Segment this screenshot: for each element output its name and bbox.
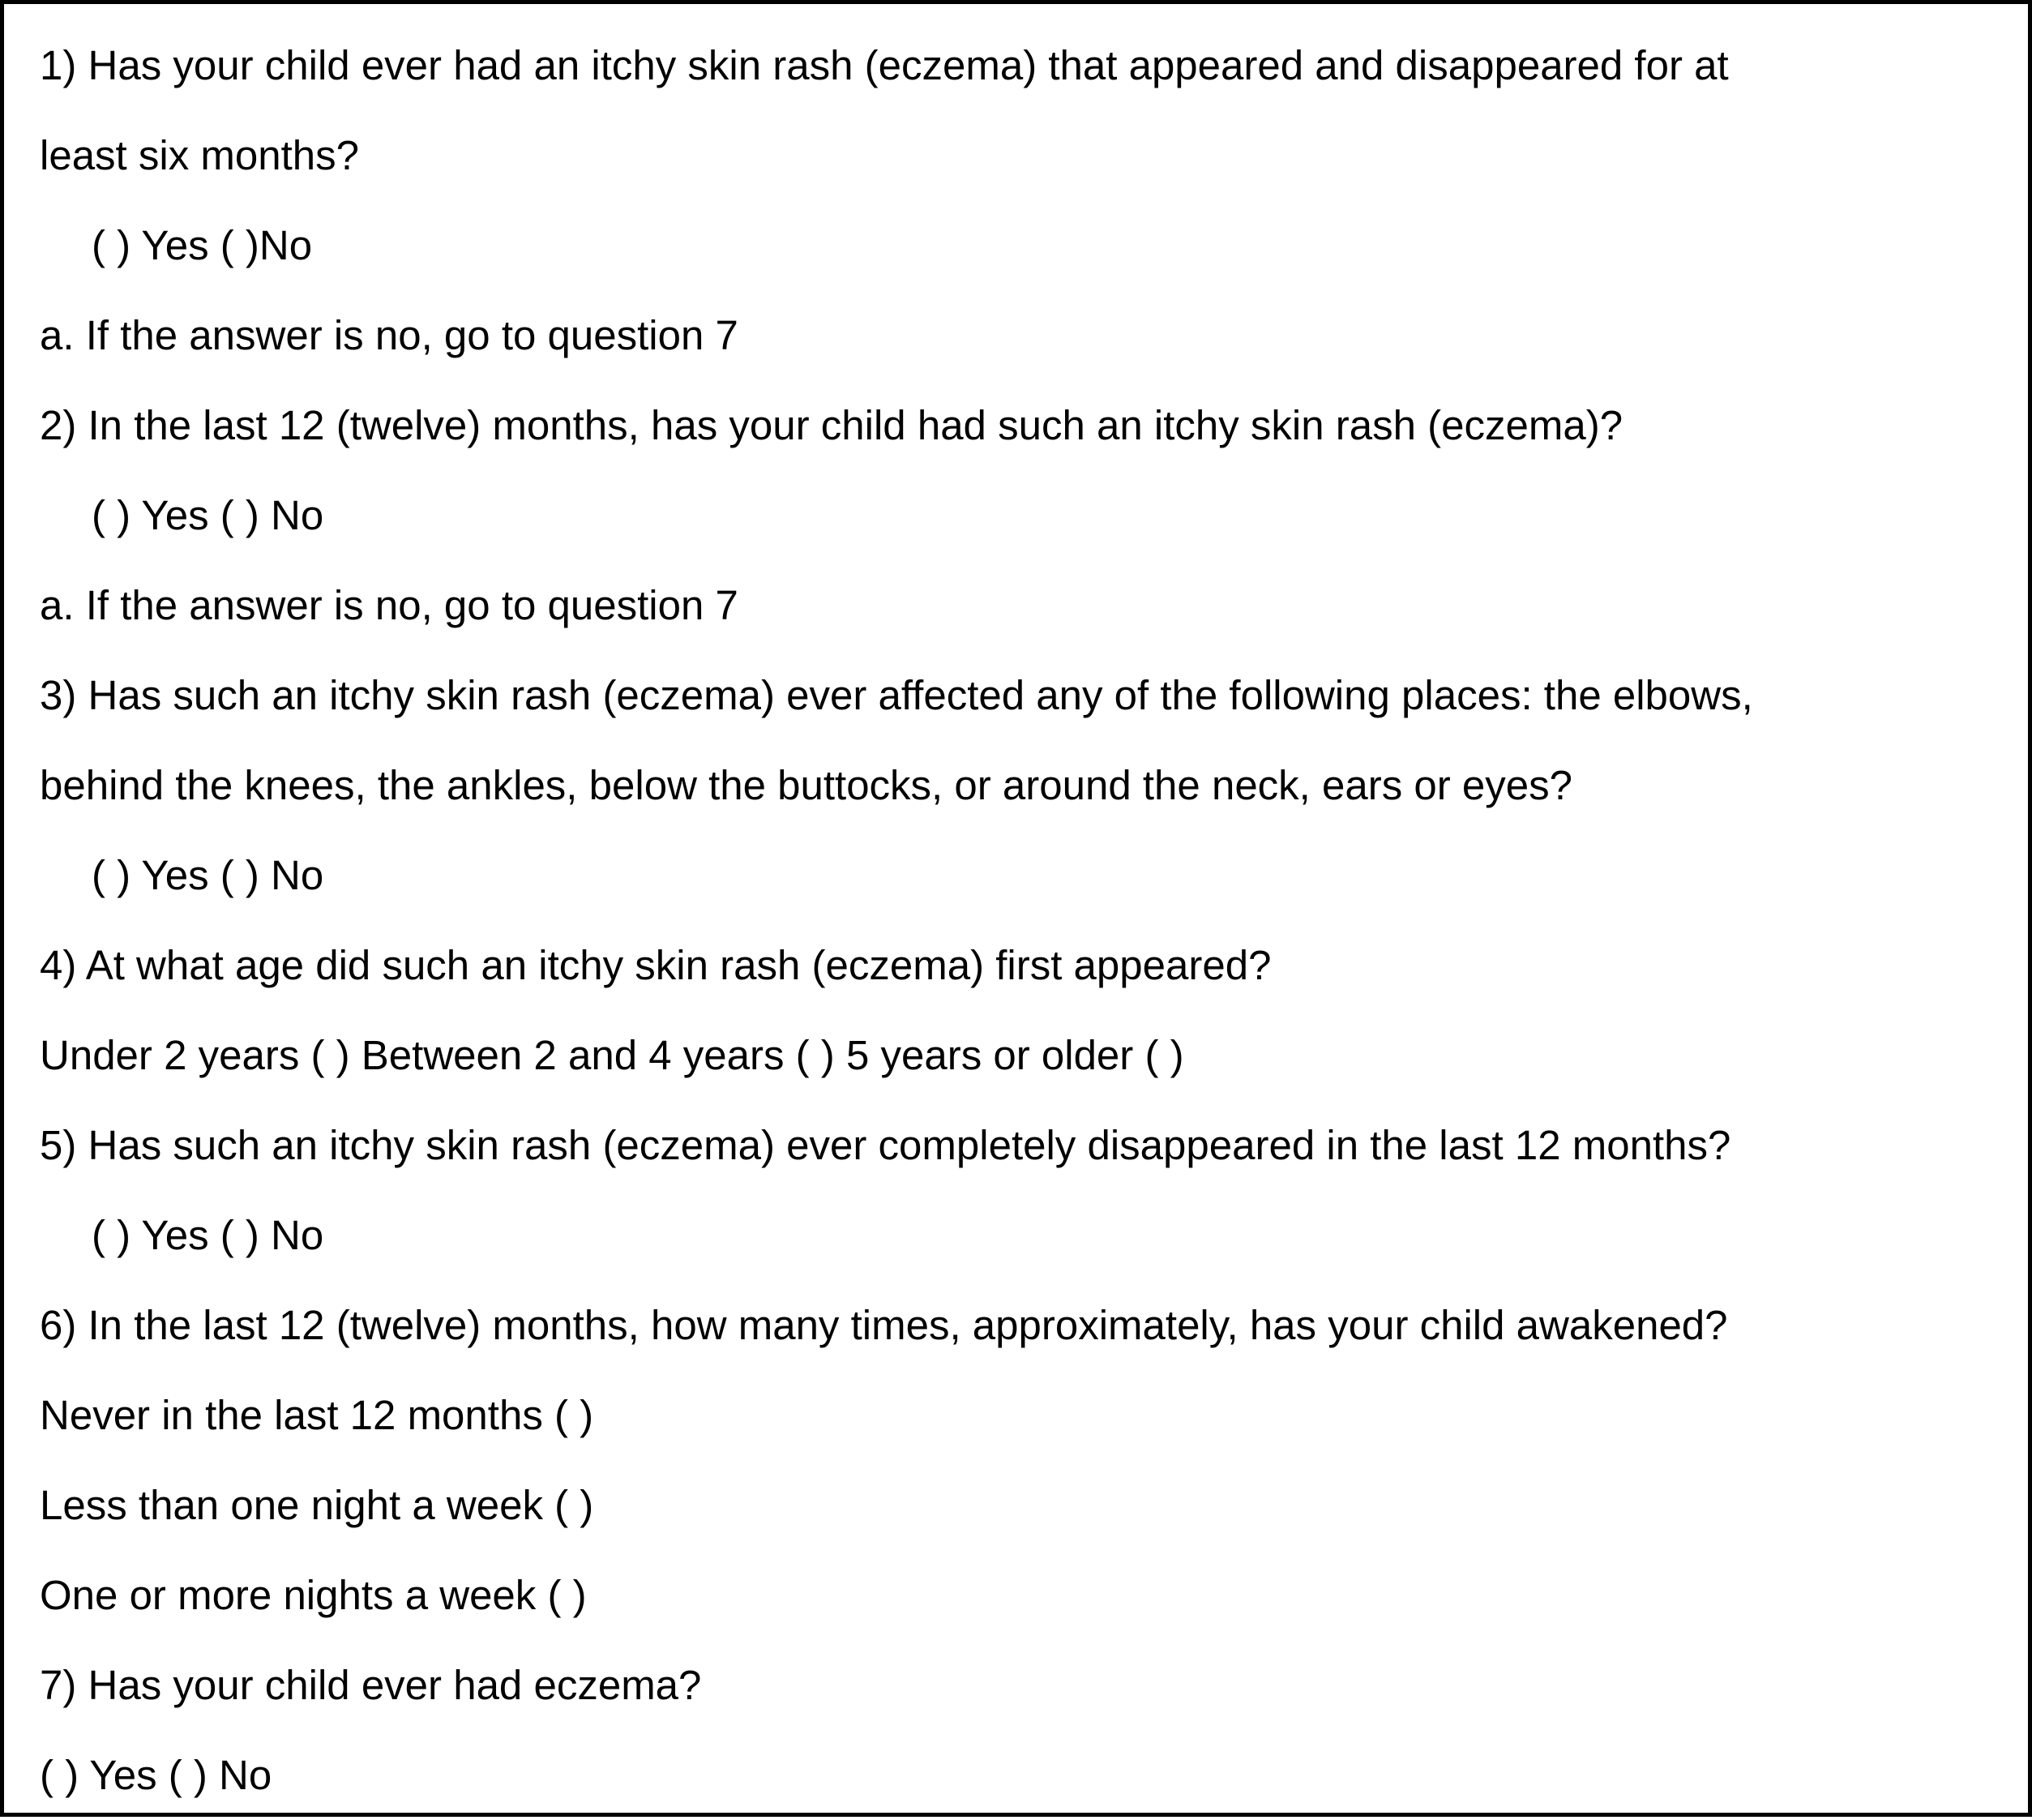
question-2: 2) In the last 12 (twelve) months, has your child had such an itchy skin rash (eczema)? [40, 402, 1623, 448]
question-1-skip-instruction: a. If the answer is no, go to question 7 [40, 312, 738, 358]
question-2-options: ( ) Yes ( ) No [92, 492, 324, 538]
questionnaire-content [40, 20, 2004, 1820]
question-3-options: ( ) Yes ( ) No [92, 852, 324, 898]
question-3-line-1: 3) Has such an itchy skin rash (eczema) ever affected any of the following places: the elbows, [40, 672, 1753, 718]
question-5-options: ( ) Yes ( ) No [92, 1212, 324, 1258]
question-6-option-less-than-one: Less than one night a week ( ) [40, 1482, 594, 1528]
question-1-options: ( ) Yes ( )No [92, 222, 313, 268]
question-6-option-never: Never in the last 12 months ( ) [40, 1392, 594, 1438]
question-1-line-1: 1) Has your child ever had an itchy skin rash (eczema) that appeared and disappeared for at [40, 42, 1729, 88]
question-6: 6) In the last 12 (twelve) months, how many times, approximately, has your child awakened? [40, 1302, 1728, 1348]
question-7: 7) Has your child ever had eczema? [40, 1662, 702, 1708]
question-2-skip-instruction: a. If the answer is no, go to question 7 [40, 582, 738, 628]
question-7-options: ( ) Yes ( ) No [40, 1752, 272, 1798]
question-4-options: Under 2 years ( ) Between 2 and 4 years ( ) 5 years or older ( ) [40, 1032, 1184, 1078]
question-3-line-2: behind the knees, the ankles, below the buttocks, or around the neck, ears or eyes? [40, 762, 1573, 808]
question-4: 4) At what age did such an itchy skin rash (eczema) first appeared? [40, 942, 1272, 988]
question-1-line-2: least six months? [40, 132, 360, 178]
question-6-option-one-or-more: One or more nights a week ( ) [40, 1572, 587, 1618]
question-5: 5) Has such an itchy skin rash (eczema) ever completely disappeared in the last 12 months? [40, 1122, 1731, 1168]
